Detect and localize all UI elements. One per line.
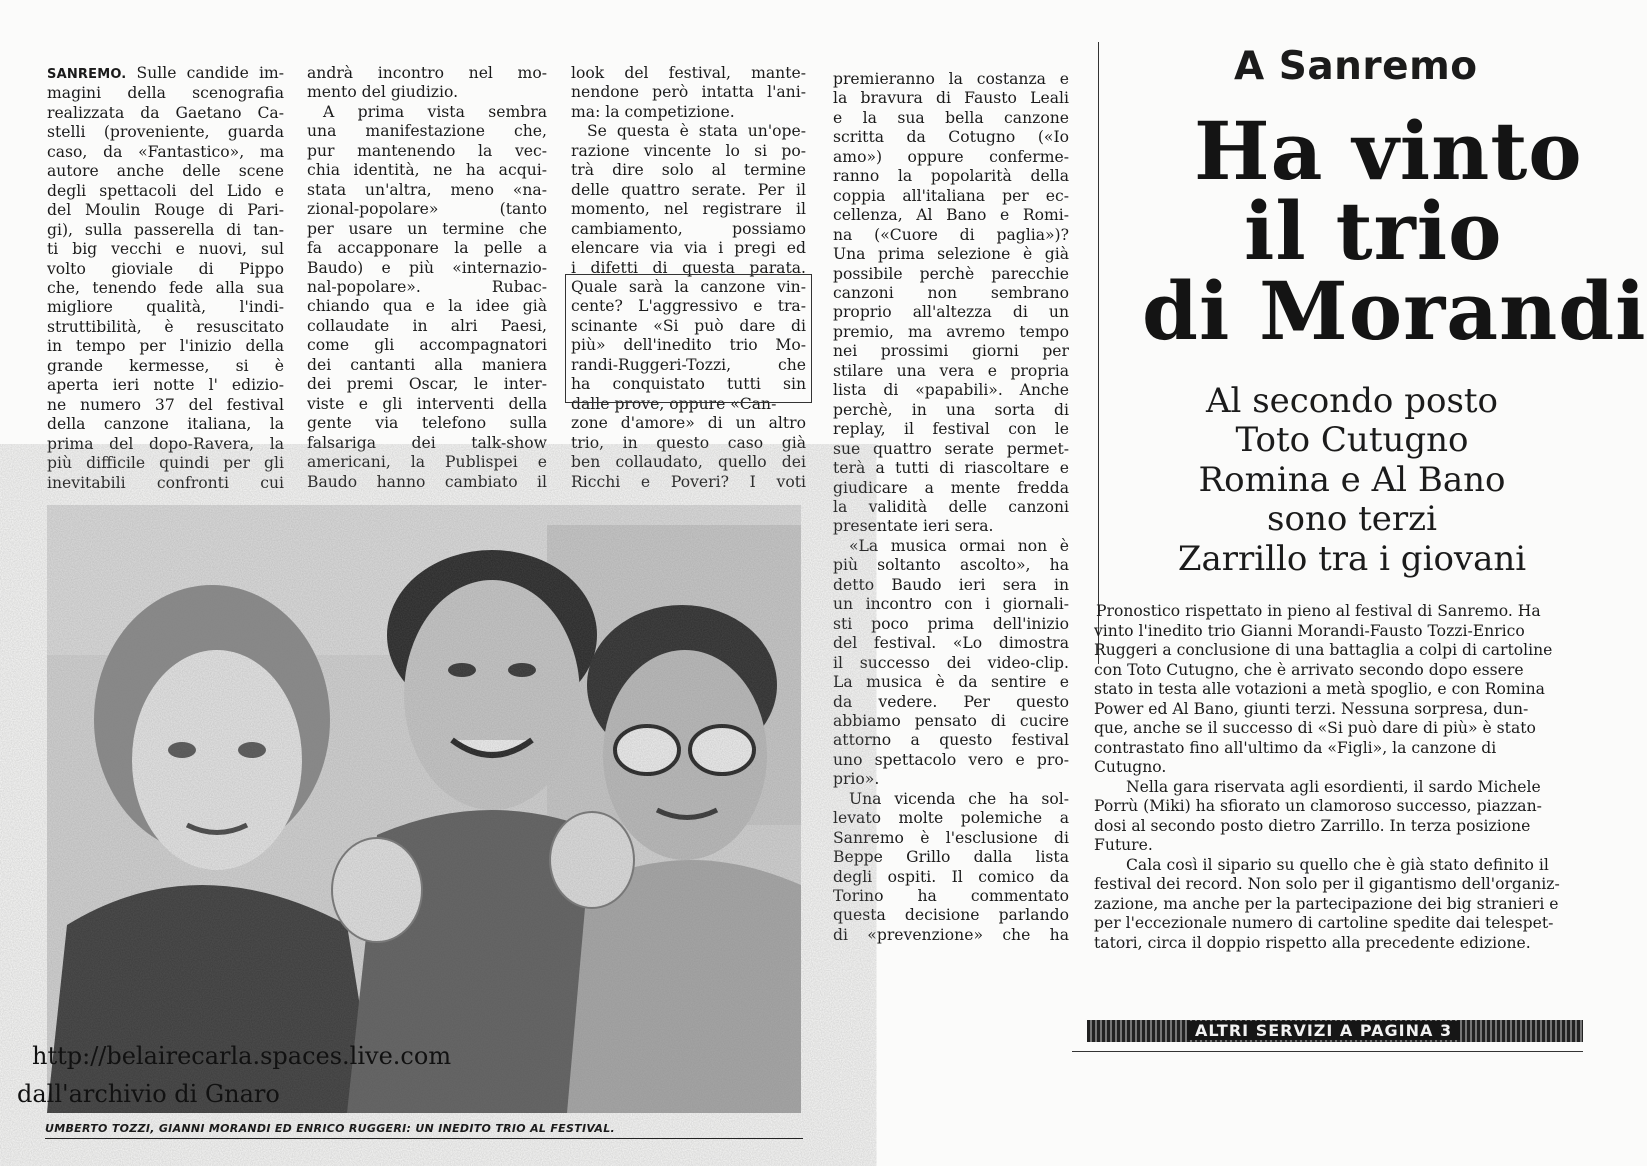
- text-line: dei cantanti alla maniera: [307, 355, 547, 374]
- text-line: Ricchi e Poveri? I voti: [571, 472, 806, 491]
- text-line: Baudo hanno cambiato il: [307, 472, 547, 491]
- text-line: que, anche se il successo di «Si può dare di più» è stato: [1094, 719, 1536, 737]
- text-line: più difficile quindi per gli: [47, 454, 284, 473]
- text-line: la validità delle canzoni: [833, 497, 1069, 516]
- watermark-url: http://belairecarla.spaces.live.com: [32, 1042, 452, 1070]
- text-line: perchè, in una sorta di: [833, 400, 1069, 419]
- text-line: festival dei record. Non solo per il gigantismo dell'organiz-: [1094, 875, 1560, 893]
- text-line: cente? L'aggressivo e tra-: [571, 297, 806, 316]
- text-line: trio, in questo caso già: [571, 433, 806, 452]
- text-line: presentate ieri sera.: [833, 517, 994, 536]
- text-line: na («Cuore di paglia»)?: [833, 225, 1069, 244]
- text-line: la bravura di Fausto Leali: [833, 89, 1069, 108]
- text-line: contrastato fino all'ultimo da «Figli», la canzone di: [1094, 738, 1497, 757]
- text-line: proprio all'altezza di un: [833, 303, 1069, 322]
- text-line: prima del dopo-Ravera, la: [47, 434, 284, 453]
- text-fragment: dalle prove: [571, 394, 660, 413]
- text-line: giudicare a mente fredda: [833, 478, 1069, 497]
- text-line: più soltanto ascolto», ha: [833, 556, 1069, 575]
- text-line: scritta da Cotugno («Io: [833, 128, 1069, 147]
- text-line: per usare un termine che: [307, 219, 547, 238]
- text-line: magini della scenografia: [47, 84, 284, 103]
- text-line: stato in testa alle votazioni a metà spoglio, e con Romina: [1094, 680, 1545, 698]
- text-line: Beppe Grillo dalla lista: [833, 848, 1069, 867]
- text-line: del Moulin Rouge di Pari-: [47, 201, 284, 220]
- text-line: nal-popolare». Rubac-: [307, 277, 547, 296]
- text-line: viste e gli interventi della: [307, 394, 547, 413]
- text-line: premieranno la costanza e: [833, 70, 1069, 88]
- text-line: i difetti di questa parata.: [571, 258, 806, 277]
- headline-line-1: Ha vinto: [1194, 104, 1583, 198]
- subhead-2: Toto Cutugno: [1235, 420, 1469, 460]
- text-fragment: , oppure «Can-: [659, 394, 777, 413]
- text-line: La musica è da sentire e: [833, 673, 1069, 692]
- text-line: stilare una vera e propria: [833, 361, 1069, 380]
- trio-photo: [47, 505, 801, 1113]
- text-line: Pronostico rispettato in pieno al festival di Sanremo. Ha: [1096, 602, 1541, 620]
- text-line: realizzata da Gaetano Ca-: [47, 103, 284, 122]
- text-line: Porrù (Miki) ha sfiorato un clamoroso successo, piazzan-: [1094, 797, 1542, 815]
- text-line: struttibilità, è resuscitato: [47, 317, 284, 336]
- text-line: Se questa è stata un'ope-: [587, 122, 806, 141]
- dateline: SANREMO.: [47, 67, 127, 82]
- text-fragment: Sulle candide im-: [136, 64, 284, 82]
- text-line: con Toto Cutugno, che è arrivato secondo dopo essere: [1094, 660, 1524, 679]
- text-line: trà dire solo al termine: [571, 161, 806, 180]
- text-line: ne numero 37 del festival: [47, 395, 284, 414]
- text-line: amo») oppure conferme-: [833, 147, 1069, 166]
- text-line: look del festival, mante-: [571, 64, 806, 82]
- sidebar-kicker: A Sanremo: [1234, 44, 1478, 89]
- text-line: momento, nel registrare il: [571, 200, 806, 219]
- text-line: Una vicenda che ha sol-: [849, 789, 1069, 808]
- text-line: in tempo per l'inizio della: [47, 337, 284, 356]
- text-line: abbiamo pensato di cucire: [833, 711, 1069, 730]
- article-column-2: [307, 64, 547, 492]
- text-line: coppia all'italiana per ec-: [833, 186, 1069, 205]
- text-line: degli ospiti. Il comico da: [833, 867, 1069, 886]
- subhead-5: Zarrillo tra i giovani: [1177, 539, 1527, 579]
- text-line: ranno la popolarità della: [833, 167, 1069, 186]
- text-line: Cutugno.: [1094, 758, 1167, 776]
- banner-label: ALTRI SERVIZI A PAGINA 3: [1187, 1021, 1460, 1040]
- more-stories-banner: [1087, 1020, 1583, 1042]
- text-line: sti poco prima dell'inizio: [833, 614, 1069, 633]
- text-line: sue quattro serate permet-: [833, 439, 1069, 458]
- text-line: Una prima selezione è già: [833, 245, 1069, 264]
- text-line: Power ed Al Bano, giunti terzi. Nessuna sorpresa, dun-: [1094, 699, 1529, 718]
- text-line: delle quattro serate. Per il: [571, 180, 806, 199]
- text-line: autore anche delle scene: [47, 162, 284, 181]
- text-line: tatori, circa il doppio rispetto alla precedente edizione.: [1094, 933, 1531, 952]
- text-line: una manifestazione che,: [307, 122, 547, 141]
- highlight-box: [565, 274, 812, 403]
- text-line: «La musica ormai non è: [849, 536, 1069, 555]
- text-line: possibile perchè parecchie: [833, 264, 1069, 283]
- text-line: più» dell'inedito trio Mo-: [571, 336, 806, 355]
- text-line: zazione, ma anche per la partecipazione dei big stranieri e: [1094, 894, 1559, 913]
- text-line: canzoni non sembrano: [833, 283, 1069, 302]
- text-line: Ruggeri a conclusione di una battaglia a colpi di cartoline: [1094, 641, 1553, 659]
- text-line: aperta ieri notte l' edizio-: [47, 376, 284, 395]
- text-line: terà a tutti di riascoltare e: [833, 459, 1069, 478]
- text-line: pur mantenendo la vec-: [307, 141, 547, 160]
- text-line: cambiamento, possiamo: [571, 219, 806, 238]
- text-line: A prima vista sembra: [323, 102, 547, 121]
- text-line: [47, 64, 284, 84]
- text-line: della canzone italiana, la: [47, 415, 284, 434]
- article-column-4: [833, 70, 1069, 945]
- text-line: attorno a questo festival: [833, 731, 1069, 750]
- text-line: degli spettacoli del Lido e: [47, 181, 284, 200]
- text-line: migliore qualità, l'indi-: [47, 298, 284, 317]
- photo-illustration: [47, 505, 801, 1113]
- text-line: americani, la Publispei e: [307, 453, 547, 472]
- watermark-credit: dall'archivio di Gnaro: [17, 1080, 280, 1108]
- text-line: detto Baudo ieri sera in: [833, 575, 1069, 594]
- text-line: andrà incontro nel mo-: [307, 64, 547, 82]
- article-column-1: [47, 64, 284, 493]
- text-line: falsariga dei talk-show: [307, 433, 547, 452]
- sidebar-bottom-rule: [1072, 1051, 1583, 1052]
- text-line: questa decisione parlando: [833, 906, 1069, 925]
- text-line: Future.: [1094, 836, 1153, 854]
- text-line: volto gioviale di Pippo: [47, 259, 284, 278]
- text-line: cellenza, Al Bano e Romi-: [833, 206, 1069, 225]
- text-line: dosi al secondo posto dietro Zarrillo. In terza posizione: [1094, 816, 1531, 835]
- text-line: ti big vecchi e nuovi, sul: [47, 240, 284, 259]
- text-line: fa accapponare la pelle a: [307, 239, 547, 258]
- text-line: zone d'amore» di un altro: [571, 414, 806, 433]
- text-line: uno spettacolo vero e pro-: [833, 750, 1069, 769]
- text-line: randi-Ruggeri-Tozzi, che: [571, 355, 806, 374]
- text-line: levato molte polemiche a: [833, 809, 1069, 828]
- text-line: elencare via via i pregi ed: [571, 239, 806, 258]
- text-line: di «prevenzione» che ha: [833, 925, 1069, 944]
- text-line: ha conquistato tutti sin: [571, 375, 806, 394]
- text-line: nendone però intatta l'ani-: [571, 83, 806, 102]
- text-line: del festival. «Lo dimostra: [833, 634, 1069, 653]
- sidebar-rule: [1098, 42, 1099, 664]
- text-line: vinto l'inedito trio Gianni Morandi-Fausto Tozzi-Enrico: [1094, 621, 1525, 640]
- sidebar-lead: [1090, 602, 1583, 953]
- text-line: prio».: [833, 770, 880, 789]
- text-line: Quale sarà la canzone vin-: [571, 277, 806, 296]
- text-line: un incontro con i giornali-: [833, 595, 1069, 614]
- text-line: zional-popolare» (tanto: [307, 200, 547, 219]
- text-line: stata un'altra, meno «na-: [307, 180, 547, 199]
- text-line: premio, ma avremo tempo: [833, 322, 1069, 341]
- text-line: chiando qua e la idee già: [307, 297, 547, 316]
- text-line: replay, il festival con le: [833, 420, 1069, 439]
- text-line: Cala così il sipario su quello che è già stato definito il: [1126, 855, 1549, 874]
- text-line: scinante «Si può dare di: [571, 316, 806, 335]
- text-line: Nella gara riservata agli esordienti, il sardo Michele: [1126, 777, 1541, 796]
- text-line: ma: la competizione.: [571, 102, 735, 121]
- text-line: gi), sulla passerella di tan-: [47, 220, 284, 239]
- photo-caption: UMBERTO TOZZI, GIANNI MORANDI ED ENRICO RUGGERI: UN INEDITO TRIO AL FESTIVAL.: [45, 1122, 803, 1139]
- text-line: per l'eccezionale numero di cartoline spedite dai telespet-: [1094, 914, 1554, 932]
- text-line: e la sua bella canzone: [833, 108, 1069, 127]
- text-line: da vedere. Per questo: [833, 692, 1069, 711]
- text-line: inevitabili confronti cui: [47, 473, 284, 492]
- text-line: lista di «papabili». Anche: [833, 381, 1069, 400]
- text-line: che, tenendo fede alla sua: [47, 278, 284, 297]
- text-line: mento del giudizio.: [307, 83, 459, 102]
- headline-line-3: di Morandi: [1142, 264, 1647, 358]
- subhead-4: sono terzi: [1267, 499, 1437, 539]
- text-line: il successo dei video-clip.: [833, 653, 1069, 672]
- text-line: come gli accompagnatori: [307, 336, 547, 355]
- text-line: razione vincente lo si po-: [571, 141, 806, 160]
- text-line: gente via telefono sulla: [307, 414, 547, 433]
- subhead-1: Al secondo posto: [1205, 381, 1499, 421]
- text-line: grande kermesse, si è: [47, 356, 284, 375]
- text-line: Baudo) e più «internazio-: [307, 258, 547, 277]
- headline-line-2: il trio: [1244, 184, 1503, 278]
- text-line: caso, da «Fantastico», ma: [47, 142, 284, 161]
- text-line: collaudate in alri Paesi,: [307, 316, 547, 335]
- subhead-3: Romina e Al Bano: [1198, 460, 1506, 500]
- text-line: nei prossimi giorni per: [833, 342, 1069, 361]
- text-line: dei premi Oscar, le inter-: [307, 375, 547, 394]
- text-line: chia identità, ne ha acqui-: [307, 161, 547, 180]
- text-line: stelli (proveniente, guarda: [47, 123, 284, 142]
- text-line: ben collaudato, quello dei: [571, 453, 806, 472]
- text-line: Sanremo è l'esclusione di: [833, 828, 1069, 847]
- text-line: Torino ha commentato: [833, 887, 1069, 906]
